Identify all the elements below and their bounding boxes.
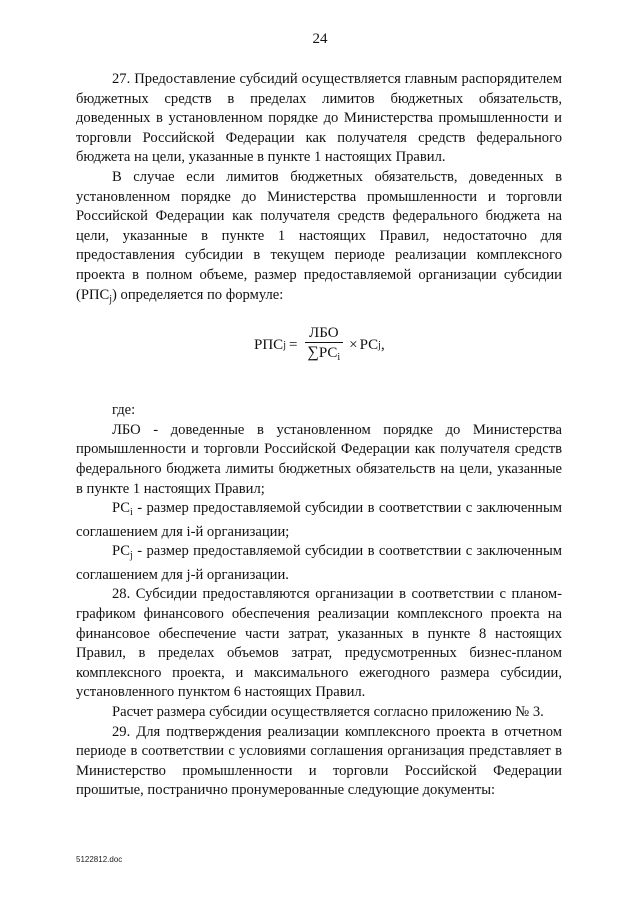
definition-rci — [76, 499, 562, 542]
formula-equals: = — [288, 337, 298, 354]
paragraph-27-2-sub: j — [109, 293, 113, 305]
formula-tail: , — [380, 337, 385, 354]
formula-denominator — [303, 343, 344, 367]
paragraph-27-2-text-a: В случае если лимитов бюджетных обязательств, доведенных в установленном порядке до Министерства промышленности и торговли Российской Федерации как получателя средств федерального бюджета на цели, указанные в пункте 1 настоящих Правил, недостаточно для предоставления субсидии в текущем периоде реализации комплексного проекта в полном объеме, размер предоставляемой организации субсидии (РПС — [76, 168, 562, 303]
definition-rcj-text: - размер предоставляемой субсидии в соответствии с заключенным соглашением для j-й организации. — [76, 543, 562, 583]
where-label: где: — [112, 402, 136, 419]
sum-sign: ∑ — [307, 344, 319, 362]
formula-times: × — [349, 337, 358, 354]
definition-rci-text: - размер предоставляемой субсидии в соответствии с заключенным соглашением для i-й организации; — [76, 500, 562, 540]
page-number: 24 — [312, 31, 328, 47]
footer-filename: 5122812.doc — [76, 855, 123, 864]
definition-rcj-symbol: РС — [112, 543, 131, 560]
definition-rci-symbol: РС — [112, 500, 131, 517]
formula-lhs-sub: j — [283, 340, 286, 352]
formula-lhs: РПС — [254, 337, 284, 354]
document-body — [76, 70, 562, 801]
definition-rcj-sub: j — [130, 550, 133, 562]
formula-rhs: РС — [359, 337, 379, 354]
paragraph-28-2: Расчет размера субсидии осуществляется согласно приложению № 3. — [112, 704, 544, 721]
paragraph-28-1: 28. Субсидии предоставляются организации в соответствии с планом-графиком финансового обеспечения реализации комплексного проекта на финансовое обеспечение части затрат, указанных в пункте 8 настоящих Правил, в пределах объемов затрат, предусмотренных бизнес-планом комплексного проекта, и максимального ежегодного размера субсидии, установленного пунктом 6 настоящих Правил. — [76, 586, 562, 701]
paragraph-27-1: 27. Предоставление субсидий осуществляется главным распорядителем бюджетных средств в пределах лимитов бюджетных обязательств, доведенных в установленном порядке до Министерства промышленности и торговли Российской Федерации как получателя средств федерального бюджета на цели, указанные в пункте 1 настоящих Правил. — [76, 71, 562, 166]
definition-lbo: ЛБО - доведенные в установленном порядке до Министерства промышленности и торговли Российской Федерации как получателя средств федерального бюджета лимиты бюджетных обязательств на цели, указанные в пункте 1 настоящих Правил; — [76, 421, 562, 497]
paragraph-27-2-text-b: ) определяется по формуле: — [112, 286, 284, 303]
formula-fraction — [303, 325, 344, 367]
paragraph-27-2 — [76, 168, 562, 309]
formula-numerator: ЛБО — [305, 325, 343, 343]
definition-rci-sub: i — [130, 507, 133, 519]
formula-expression — [254, 325, 385, 367]
definition-rcj — [76, 542, 562, 585]
formula — [76, 315, 562, 375]
paragraph-29: 29. Для подтверждения реализации комплексного проекта в отчетном периоде в соответствии с условиями соглашения организация представляет в Министерство промышленности и торговли Российской Федерации прошитые, постранично пронумерованные следующие документы: — [76, 723, 562, 799]
formula-rhs-sub: j — [378, 340, 381, 352]
formula-den-sub: i — [337, 352, 341, 364]
formula-denominator-text: РС — [318, 345, 338, 362]
